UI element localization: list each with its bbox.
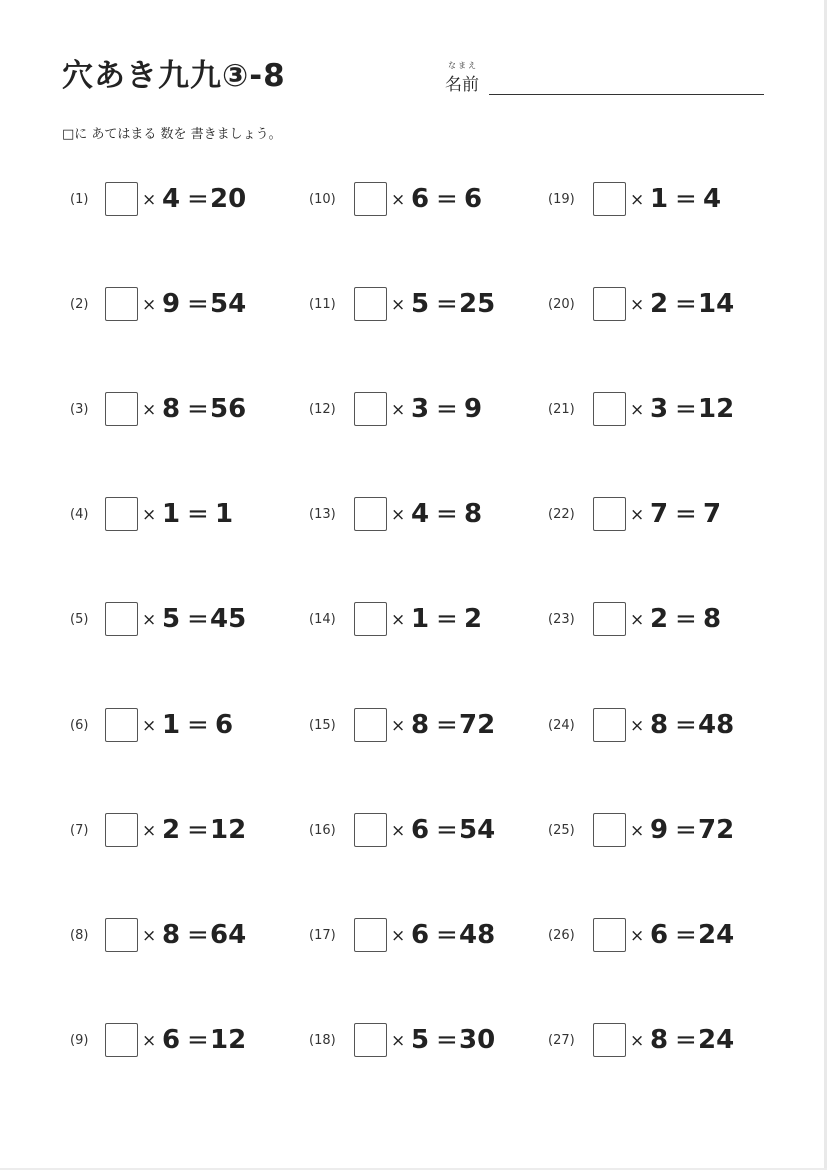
problem-item xyxy=(70,392,310,428)
problem-item xyxy=(548,392,788,428)
times-sign: × xyxy=(391,295,406,315)
answer-box[interactable] xyxy=(593,918,626,952)
factor-number: 1 xyxy=(650,184,669,214)
problem-number: (26) xyxy=(548,928,575,943)
times-sign: × xyxy=(630,1031,645,1051)
times-sign: × xyxy=(391,926,406,946)
answer-box[interactable] xyxy=(593,497,626,531)
factor-number: 6 xyxy=(411,815,430,845)
product-number: 14 xyxy=(698,289,735,319)
product-number: 1 xyxy=(215,499,234,529)
answer-box[interactable] xyxy=(354,602,387,636)
problem-item xyxy=(70,182,310,218)
factor-number: 2 xyxy=(650,289,669,319)
answer-box[interactable] xyxy=(105,497,138,531)
answer-box[interactable] xyxy=(105,918,138,952)
equals-sign: = xyxy=(187,815,209,845)
equals-sign: = xyxy=(675,499,697,529)
answer-box[interactable] xyxy=(354,918,387,952)
product-number: 8 xyxy=(703,604,722,634)
equals-sign: = xyxy=(187,184,209,214)
product-number: 6 xyxy=(464,184,483,214)
factor-number: 1 xyxy=(162,499,181,529)
times-sign: × xyxy=(142,926,157,946)
times-sign: × xyxy=(391,610,406,630)
product-number: 2 xyxy=(464,604,483,634)
times-sign: × xyxy=(391,1031,406,1051)
equals-sign: = xyxy=(187,1025,209,1055)
product-number: 56 xyxy=(210,394,247,424)
problem-item xyxy=(70,813,310,849)
factor-number: 9 xyxy=(650,815,669,845)
times-sign: × xyxy=(630,926,645,946)
problem-item xyxy=(309,182,549,218)
problem-number: (15) xyxy=(309,718,336,733)
problem-number: (12) xyxy=(309,402,336,417)
product-number: 54 xyxy=(459,815,496,845)
equals-sign: = xyxy=(675,1025,697,1055)
problem-number: (21) xyxy=(548,402,575,417)
times-sign: × xyxy=(630,821,645,841)
answer-box[interactable] xyxy=(354,1023,387,1057)
problem-number: (17) xyxy=(309,928,336,943)
answer-box[interactable] xyxy=(354,813,387,847)
problem-number: (1) xyxy=(70,192,89,207)
product-number: 64 xyxy=(210,920,247,950)
problem-number: (18) xyxy=(309,1033,336,1048)
answer-box[interactable] xyxy=(354,708,387,742)
equals-sign: = xyxy=(675,920,697,950)
factor-number: 1 xyxy=(411,604,430,634)
problem-number: (10) xyxy=(309,192,336,207)
problem-number: (11) xyxy=(309,297,336,312)
problem-number: (22) xyxy=(548,507,575,522)
problem-item xyxy=(70,287,310,323)
equals-sign: = xyxy=(675,815,697,845)
times-sign: × xyxy=(391,400,406,420)
worksheet-title: 穴あき九九③-8 xyxy=(62,58,286,94)
times-sign: × xyxy=(142,610,157,630)
problem-item xyxy=(309,287,549,323)
times-sign: × xyxy=(142,295,157,315)
equals-sign: = xyxy=(436,815,458,845)
problem-item xyxy=(70,602,310,638)
equals-sign: = xyxy=(675,184,697,214)
problem-item xyxy=(548,918,788,954)
problem-item xyxy=(309,708,549,744)
problem-number: (6) xyxy=(70,718,89,733)
answer-box[interactable] xyxy=(105,708,138,742)
name-ruby: なまえ xyxy=(448,61,478,70)
factor-number: 6 xyxy=(411,920,430,950)
product-number: 12 xyxy=(210,1025,247,1055)
equals-sign: = xyxy=(675,604,697,634)
factor-number: 6 xyxy=(162,1025,181,1055)
equals-sign: = xyxy=(187,710,209,740)
times-sign: × xyxy=(630,716,645,736)
name-label: 名前 xyxy=(445,75,479,95)
problem-number: (4) xyxy=(70,507,89,522)
product-number: 48 xyxy=(698,710,735,740)
product-number: 8 xyxy=(464,499,483,529)
problem-item xyxy=(548,182,788,218)
answer-box[interactable] xyxy=(354,392,387,426)
problem-number: (19) xyxy=(548,192,575,207)
product-number: 72 xyxy=(459,710,496,740)
product-number: 6 xyxy=(215,710,234,740)
factor-number: 2 xyxy=(650,604,669,634)
answer-box[interactable] xyxy=(354,182,387,216)
problem-number: (16) xyxy=(309,823,336,838)
problem-number: (3) xyxy=(70,402,89,417)
problem-number: (20) xyxy=(548,297,575,312)
answer-box[interactable] xyxy=(593,287,626,321)
equals-sign: = xyxy=(436,920,458,950)
problem-item xyxy=(309,392,549,428)
equals-sign: = xyxy=(436,289,458,319)
times-sign: × xyxy=(630,400,645,420)
problem-number: (7) xyxy=(70,823,89,838)
factor-number: 1 xyxy=(162,710,181,740)
product-number: 7 xyxy=(703,499,722,529)
product-number: 25 xyxy=(459,289,496,319)
problem-item xyxy=(70,708,310,744)
answer-box[interactable] xyxy=(354,497,387,531)
equals-sign: = xyxy=(187,499,209,529)
problem-item xyxy=(309,1023,549,1059)
problem-number: (27) xyxy=(548,1033,575,1048)
problem-item xyxy=(548,1023,788,1059)
product-number: 72 xyxy=(698,815,735,845)
answer-box[interactable] xyxy=(593,1023,626,1057)
product-number: 12 xyxy=(210,815,247,845)
problem-number: (5) xyxy=(70,612,89,627)
times-sign: × xyxy=(630,190,645,210)
problem-item xyxy=(309,813,549,849)
product-number: 4 xyxy=(703,184,722,214)
factor-number: 5 xyxy=(411,289,430,319)
factor-number: 9 xyxy=(162,289,181,319)
problem-item xyxy=(309,918,549,954)
factor-number: 8 xyxy=(411,710,430,740)
times-sign: × xyxy=(142,190,157,210)
equals-sign: = xyxy=(436,499,458,529)
problem-item xyxy=(548,708,788,744)
product-number: 54 xyxy=(210,289,247,319)
factor-number: 8 xyxy=(162,394,181,424)
equals-sign: = xyxy=(187,920,209,950)
answer-box[interactable] xyxy=(593,602,626,636)
factor-number: 3 xyxy=(411,394,430,424)
factor-number: 8 xyxy=(650,710,669,740)
times-sign: × xyxy=(142,400,157,420)
times-sign: × xyxy=(391,190,406,210)
answer-box[interactable] xyxy=(593,182,626,216)
product-number: 45 xyxy=(210,604,247,634)
times-sign: × xyxy=(142,505,157,525)
equals-sign: = xyxy=(436,604,458,634)
problem-number: (13) xyxy=(309,507,336,522)
problem-number: (2) xyxy=(70,297,89,312)
factor-number: 2 xyxy=(162,815,181,845)
times-sign: × xyxy=(391,821,406,841)
factor-number: 4 xyxy=(411,499,430,529)
problem-item xyxy=(309,497,549,533)
product-number: 24 xyxy=(698,1025,735,1055)
factor-number: 5 xyxy=(162,604,181,634)
problem-number: (9) xyxy=(70,1033,89,1048)
problem-number: (25) xyxy=(548,823,575,838)
times-sign: × xyxy=(391,505,406,525)
factor-number: 3 xyxy=(650,394,669,424)
problem-number: (23) xyxy=(548,612,575,627)
problem-item xyxy=(548,287,788,323)
problem-item xyxy=(548,602,788,638)
factor-number: 5 xyxy=(411,1025,430,1055)
product-number: 48 xyxy=(459,920,496,950)
factor-number: 6 xyxy=(411,184,430,214)
times-sign: × xyxy=(630,505,645,525)
factor-number: 4 xyxy=(162,184,181,214)
factor-number: 7 xyxy=(650,499,669,529)
answer-box[interactable] xyxy=(105,602,138,636)
times-sign: × xyxy=(630,610,645,630)
equals-sign: = xyxy=(675,394,697,424)
factor-number: 8 xyxy=(650,1025,669,1055)
problem-item xyxy=(548,497,788,533)
problem-item xyxy=(70,497,310,533)
answer-box[interactable] xyxy=(105,813,138,847)
factor-number: 6 xyxy=(650,920,669,950)
times-sign: × xyxy=(142,1031,157,1051)
problem-item xyxy=(309,602,549,638)
problem-item xyxy=(70,918,310,954)
product-number: 12 xyxy=(698,394,735,424)
equals-sign: = xyxy=(187,289,209,319)
equals-sign: = xyxy=(187,604,209,634)
product-number: 9 xyxy=(464,394,483,424)
times-sign: × xyxy=(142,821,157,841)
factor-number: 8 xyxy=(162,920,181,950)
equals-sign: = xyxy=(436,710,458,740)
product-number: 24 xyxy=(698,920,735,950)
problem-item xyxy=(548,813,788,849)
problem-number: (14) xyxy=(309,612,336,627)
equals-sign: = xyxy=(436,184,458,214)
answer-box[interactable] xyxy=(354,287,387,321)
equals-sign: = xyxy=(675,710,697,740)
times-sign: × xyxy=(142,716,157,736)
problem-number: (24) xyxy=(548,718,575,733)
answer-box[interactable] xyxy=(105,182,138,216)
answer-box[interactable] xyxy=(593,708,626,742)
problem-item xyxy=(70,1023,310,1059)
answer-box[interactable] xyxy=(105,392,138,426)
product-number: 30 xyxy=(459,1025,496,1055)
equals-sign: = xyxy=(675,289,697,319)
answer-box[interactable] xyxy=(593,813,626,847)
problem-number: (8) xyxy=(70,928,89,943)
answer-box[interactable] xyxy=(593,392,626,426)
equals-sign: = xyxy=(436,394,458,424)
times-sign: × xyxy=(630,295,645,315)
equals-sign: = xyxy=(436,1025,458,1055)
equals-sign: = xyxy=(187,394,209,424)
product-number: 20 xyxy=(210,184,247,214)
answer-box[interactable] xyxy=(105,1023,138,1057)
times-sign: × xyxy=(391,716,406,736)
answer-box[interactable] xyxy=(105,287,138,321)
instruction-text: □に あてはまる 数を 書きましょう。 xyxy=(62,127,282,142)
